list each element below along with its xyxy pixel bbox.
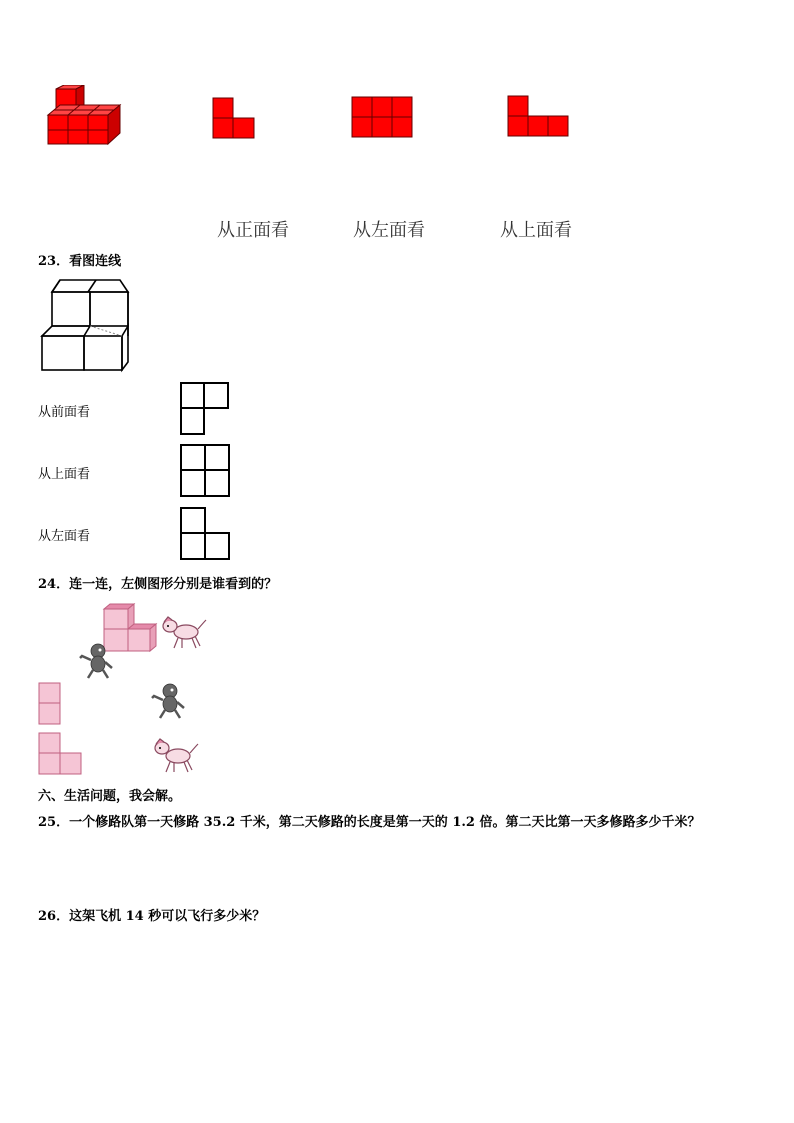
view-label-left: 从左面看 xyxy=(353,220,425,241)
question-25-text: 25．一个修路队第一天修路 35.2 千米，第二天修路的长度是第一天的 1.2 倍。第二天比第一天多修路多少千米？ xyxy=(38,815,701,830)
view-label-top: 从上面看 xyxy=(500,220,572,241)
dog-icon[interactable] xyxy=(152,738,200,776)
red-3d-cube-figure xyxy=(44,85,128,147)
view-label-front: 从正面看 xyxy=(217,220,289,241)
pink-shape-column[interactable] xyxy=(38,682,62,726)
red-front-view-shape xyxy=(212,97,256,139)
dog-icon[interactable] xyxy=(160,616,208,652)
q23-shape-top[interactable] xyxy=(179,443,231,499)
red-top-view-shape xyxy=(507,95,569,137)
question-24-title: 24．连一连，左侧图形分别是谁看到的？ xyxy=(38,577,278,592)
question-26-text: 26．这架飞机 14 秒可以飞行多少米？ xyxy=(38,909,266,924)
section-6-title: 六、生活问题，我会解。 xyxy=(38,789,182,804)
outline-3d-cube-figure xyxy=(40,278,130,374)
q23-label-front: 从前面看 xyxy=(38,405,91,420)
red-left-view-shape xyxy=(351,96,413,138)
q23-shape-left[interactable] xyxy=(179,506,231,562)
monkey-icon[interactable] xyxy=(150,682,188,720)
q23-label-top: 从上面看 xyxy=(38,467,91,482)
question-23-title: 23．看图连线 xyxy=(38,254,122,269)
monkey-icon[interactable] xyxy=(78,642,116,680)
pink-shape-l[interactable] xyxy=(38,732,84,776)
q23-label-left: 从左面看 xyxy=(38,529,91,544)
q23-shape-front[interactable] xyxy=(179,381,231,437)
